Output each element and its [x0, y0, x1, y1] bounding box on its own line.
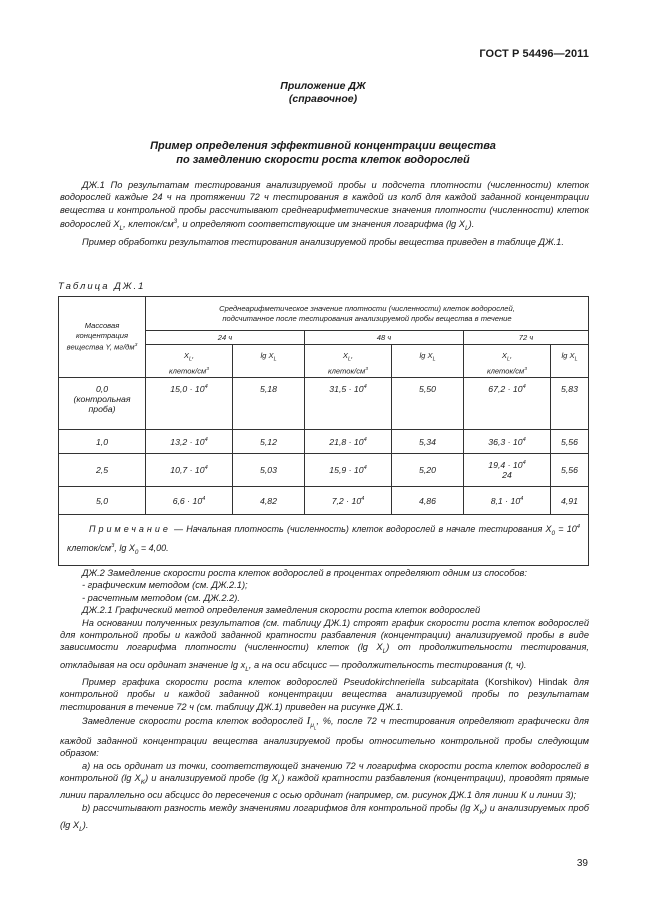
paragraph-zh21: ДЖ.2.1 Графический метод определения замедления скорости роста клеток водорослей: [82, 605, 481, 616]
section-title: [0, 139, 646, 167]
section-title-line-2: по замедлению скорости роста клеток водорослей: [176, 154, 470, 166]
xl-48-header: $X_L$, клеток/$см^3$: [305, 345, 392, 378]
appendix-heading: [0, 80, 646, 106]
paragraph-graph-example: Пример графика скорости роста клеток водорослей Pseudokirchneriella subcapitata (Korshikov) Hindak для контрольной пробы и каждой заданной концентрации вещества анализируемой пробы по результатам тестирования в течение 72 ч (см. таблицу ДЖ.1) приведен на рисунке ДЖ.1.: [60, 676, 589, 712]
x72-cell: $19,4 \cdot 10^4$ 24: [464, 454, 551, 487]
concentration-cell: 0,0 (контрольная проба): [59, 378, 146, 430]
document-standard-id: ГОСТ Р 54496—2011: [479, 48, 589, 60]
lg24-cell: 4,82: [233, 487, 305, 515]
table-row: [59, 378, 589, 430]
table-caption: Таблица ДЖ.1: [58, 281, 146, 292]
paragraph-zh1: ДЖ.1 По результатам тестирования анализируемой пробы и подсчета плотности (численности) клеток водорослей каждые 24 ч на протяжении 72 ч тестирования в каждой из колб для каждой заданной концентрации вещества и контрольной пробы рассчитывают среднеарифметические значения плотности (численности) клеток водорослей $X_L$, клеток/$см^3$, и определяют соответствующие им значения логарифма (lg $X_L$).: [60, 180, 589, 233]
lg24-cell: 5,18: [233, 378, 305, 430]
lg24-cell: 5,03: [233, 454, 305, 487]
paragraph-step-b: b) рассчитывают разность между значениями логарифмов для контрольной пробы (lg $X_K$) и анализируемых проб (lg $X_L$).: [60, 802, 589, 833]
period-24h-header: 24 ч: [146, 331, 305, 345]
lg-72-header: $\lg X_L$: [551, 345, 589, 378]
paragraph-step-a: а) на ось ординат из точки, соответствующей значению 72 ч логарифма скорости роста клеток водорослей в контрольной (lg $X_K$) и анализируемой пробе (lg $X_L$) каждой кратности разбавления (концентрации), проводят прямые линии параллельно оси абсцисс до пересечения с осью ординат (например, см. рисунок ДЖ.1 для линии К и линии 3);: [60, 760, 590, 801]
page-number: 39: [576, 858, 588, 869]
lg-48-header: $\lg X_L$: [392, 345, 464, 378]
concentration-cell: 2,5: [59, 454, 146, 487]
table-row: [59, 454, 589, 487]
list-item-calc: - расчетным методом (см. ДЖ.2.2).: [82, 592, 240, 603]
x72-cell: $8,1 \cdot 10^4$: [464, 487, 551, 515]
section-zh2: [60, 567, 589, 836]
list-item-graphic: - графическим методом (см. ДЖ.2.1);: [82, 580, 248, 591]
x24-cell: $10,7 \cdot 10^4$: [146, 454, 233, 487]
results-table: [58, 296, 589, 566]
table-row: [59, 430, 589, 454]
x72-cell: $67,2 \cdot 10^4$: [464, 378, 551, 430]
section-title-line-1: Пример определения эффективной концентрации вещества: [150, 140, 496, 152]
paragraph-zh2: ДЖ.2 Замедление скорости роста клеток водорослей в процентах определяют одним из способов:: [82, 568, 527, 578]
intro-text: [60, 179, 589, 248]
x24-cell: $13,2 \cdot 10^4$: [146, 430, 233, 454]
table-note: Примечание — Начальная плотность (численность) клеток водорослей в начале тестирования $X_0 = 10^4$ клеток/$см^3$, $\lg X_0 = 4,00$.: [59, 515, 589, 566]
concentration-cell: 1,0: [59, 430, 146, 454]
lg72-cell: 5,56: [551, 430, 589, 454]
lg72-cell: 5,83: [551, 378, 589, 430]
lg48-cell: 4,86: [392, 487, 464, 515]
x48-cell: $31,5 \cdot 10^4$: [305, 378, 392, 430]
concentration-column-header: Массовая концентрация вещества Y, $мг/дм^3$: [59, 297, 146, 378]
lg-24-header: $\lg X_L$: [233, 345, 305, 378]
x48-cell: $7,2 \cdot 10^4$: [305, 487, 392, 515]
paragraph-inhibition: Замедление скорости роста клеток водорослей $I_{\mu_L}$, %, после 72 ч тестирования определяют графически для каждой заданной концентрации вещества анализируемой пробы относительно контрольной пробы следующим образом:: [60, 715, 589, 759]
lg48-cell: 5,20: [392, 454, 464, 487]
period-72h-header: 72 ч: [464, 331, 589, 345]
concentration-cell: 5,0: [59, 487, 146, 515]
x24-cell: $6,6 \cdot 10^4$: [146, 487, 233, 515]
x48-cell: $21,8 \cdot 10^4$: [305, 430, 392, 454]
x72-cell: $36,3 \cdot 10^4$: [464, 430, 551, 454]
lg24-cell: 5,12: [233, 430, 305, 454]
lg72-cell: 4,91: [551, 487, 589, 515]
appendix-title: Приложение ДЖ: [280, 80, 366, 92]
lg48-cell: 5,50: [392, 378, 464, 430]
x48-cell: $15,9 \cdot 10^4$: [305, 454, 392, 487]
paragraph-graph-build: На основании полученных результатов (см. таблицу ДЖ.1) строят график скорости роста клеток водорослей для контрольной пробы и каждой заданной кратности разбавления (концентрации) анализируемой пробы в виде зависимости логарифма плотности (численности) клеток (lg $X_L$) от продолжительности тестирования, откладывая на оси ординат значение $\lg x_L$, а на оси абсцисс — продолжительность тестирования (t, ч).: [60, 617, 589, 673]
xl-24-header: $X_L$, клеток/$см^3$: [146, 345, 233, 378]
appendix-type: (справочное): [288, 93, 358, 105]
xl-72-header: $X_L$, клеток/$см^3$: [464, 345, 551, 378]
period-48h-header: 48 ч: [305, 331, 464, 345]
lg72-cell: 5,56: [551, 454, 589, 487]
density-group-header: Среднеарифметическое значение плотности (численности) клеток водорослей, подсчитанное после тестирования анализируемой пробы вещества в течение: [146, 297, 589, 331]
lg48-cell: 5,34: [392, 430, 464, 454]
x24-cell: $15,0 \cdot 10^4$: [146, 378, 233, 430]
paragraph-example-ref: Пример обработки результатов тестирования анализируемой пробы вещества приведен в таблице ДЖ.1.: [82, 236, 564, 247]
table-row: [59, 487, 589, 515]
table-note-row: [59, 515, 589, 566]
